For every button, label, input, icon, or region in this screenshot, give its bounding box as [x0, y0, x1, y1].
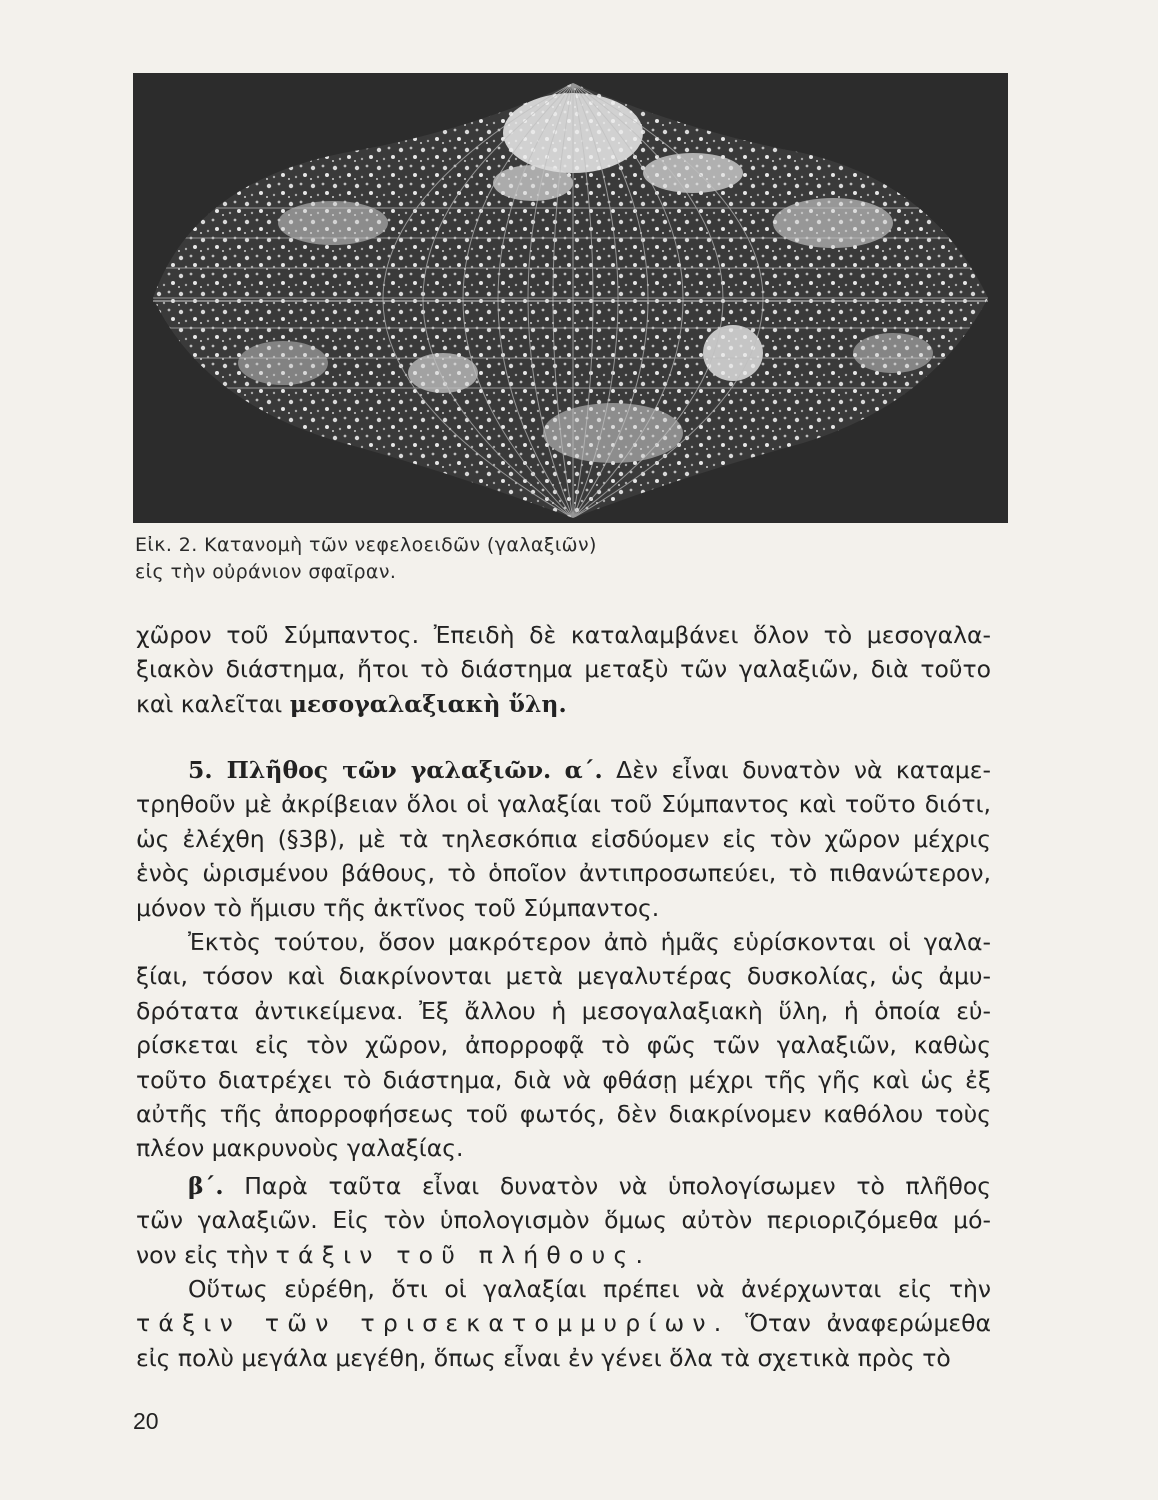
sky-map-image	[133, 73, 1008, 523]
section-heading: 5. Πλῆθος τῶν γαλαξιῶν.	[188, 756, 552, 784]
text-line: αὐτῆς τῆς ἀπορροφήσεως τοῦ φωτός, δὲν διακρίνομεν καθόλου τοὺς	[136, 1100, 991, 1129]
caption-line-2: εἰς τὴν οὐράνιον σφαῖραν.	[135, 561, 397, 583]
term-intergalactic-matter: μεσογαλαξιακὴ ὕλη.	[289, 689, 567, 718]
item-marker-b: β΄.	[188, 1172, 224, 1200]
text-line: ὡς ἐλέχθη (§3β), μὲ τὰ τηλεσκόπια εἰσδύομεν εἰς τὸν χῶρον μέχρις	[136, 824, 991, 853]
text-line: τῶν γαλαξιῶν. Εἰς τὸν ὑπολογισμὸν ὅμως αὐτὸν περιοριζόμεθα μό-	[136, 1206, 991, 1235]
text-line: Ἐκτὸς τούτου, ὅσον μακρότερον ἀπὸ ἡμᾶς εὑρίσκονται οἱ γαλα-	[188, 928, 991, 956]
text-line: νον εἰς τὴν τάξιν τοῦ πλήθους.	[136, 1240, 652, 1269]
text-line: χῶρον τοῦ Σύμπαντος. Ἐπειδὴ δὲ καταλαμβάνει ὅλον τὸ μεσογαλα-	[136, 621, 991, 649]
text-line: δρότατα ἀντικείμενα. Ἐξ ἄλλου ἡ μεσογαλαξιακὴ ὕλη, ἡ ὁποία εὑ-	[136, 996, 991, 1025]
paragraph-estimate	[136, 1169, 991, 1272]
text-line: ξίαι, τόσον καὶ διακρίνονται μετὰ μεγαλυτέρας δυσκολίας, ὡς ἀμυ-	[136, 962, 991, 991]
text-line: τάξιν τῶν τρισεκατομμυρίων. Ὅταν ἀναφερώμεθα	[136, 1309, 991, 1338]
text-line: τρηθοῦν μὲ ἀκρίβειαν ὅλοι οἱ γαλαξίαι τοῦ Σύμπαντος καὶ τοῦτο διότι,	[136, 790, 991, 819]
text-line: Οὕτως εὑρέθη, ὅτι οἱ γαλαξίαι πρέπει νὰ ἀνέρχωνται εἰς τὴν	[188, 1275, 991, 1303]
text-line: ξιακὸν διάστημα, ἤτοι τὸ διάστημα μεταξὺ τῶν γαλαξιῶν, διὰ τοῦτο	[136, 655, 991, 684]
text-line: τοῦτο διατρέχει τὸ διάστημα, διὰ νὰ φθάσῃ μέχρι τῆς γῆς καὶ ὡς ἐξ	[136, 1065, 991, 1094]
caption-line-1: Κατανομὴ τῶν νεφελοειδῶν (γαλαξιῶν)	[204, 534, 597, 556]
spaced-emphasis: τάξιν τῶν τρισεκατομμυρίων.	[136, 1309, 730, 1338]
item-marker-a: α΄.	[564, 756, 603, 784]
text-line: ἑνὸς ὡρισμένου βάθους, τὸ ὁποῖον ἀντιπροσωπεύει, τὸ πιθανώτερον,	[136, 859, 991, 888]
figure-label: Εἰκ. 2.	[135, 534, 198, 556]
text-line: μόνον τὸ ἥμισυ τῆς ἀκτῖνος τοῦ Σύμπαντος.	[136, 893, 660, 922]
page-number: 20	[133, 1408, 159, 1434]
figure-caption	[135, 532, 835, 586]
paragraph-trillions	[136, 1272, 991, 1375]
galaxy-distribution-figure	[133, 73, 1008, 523]
text-line: πλέον μακρυνοὺς γαλαξίας.	[136, 1134, 464, 1163]
paragraph-absorption	[136, 925, 991, 1166]
text-line: β΄. Παρὰ ταῦτα εἶναι δυνατὸν νὰ ὑπολογίσωμεν τὸ πλῆθος	[188, 1172, 991, 1200]
text-line: ρίσκεται εἰς τὸν χῶρον, ἀπορροφᾷ τὸ φῶς τῶν γαλαξιῶν, καθὼς	[136, 1031, 991, 1060]
section-5-number-of-galaxies	[136, 753, 991, 925]
text-line: εἰς πολὺ μεγάλα μεγέθη, ὅπως εἶναι ἐν γένει ὅλα τὰ σχετικὰ πρὸς τὸ	[136, 1343, 951, 1372]
text-line: καὶ καλεῖται μεσογαλαξιακὴ ὕλη.	[136, 689, 567, 718]
section-heading-line: 5. Πλῆθος τῶν γαλαξιῶν. α΄. Δὲν εἶναι δυνατὸν νὰ καταμε-	[188, 756, 991, 784]
spaced-emphasis: τάξιν τοῦ πλήθους.	[275, 1240, 652, 1269]
paragraph-intergalactic-matter	[136, 618, 991, 721]
